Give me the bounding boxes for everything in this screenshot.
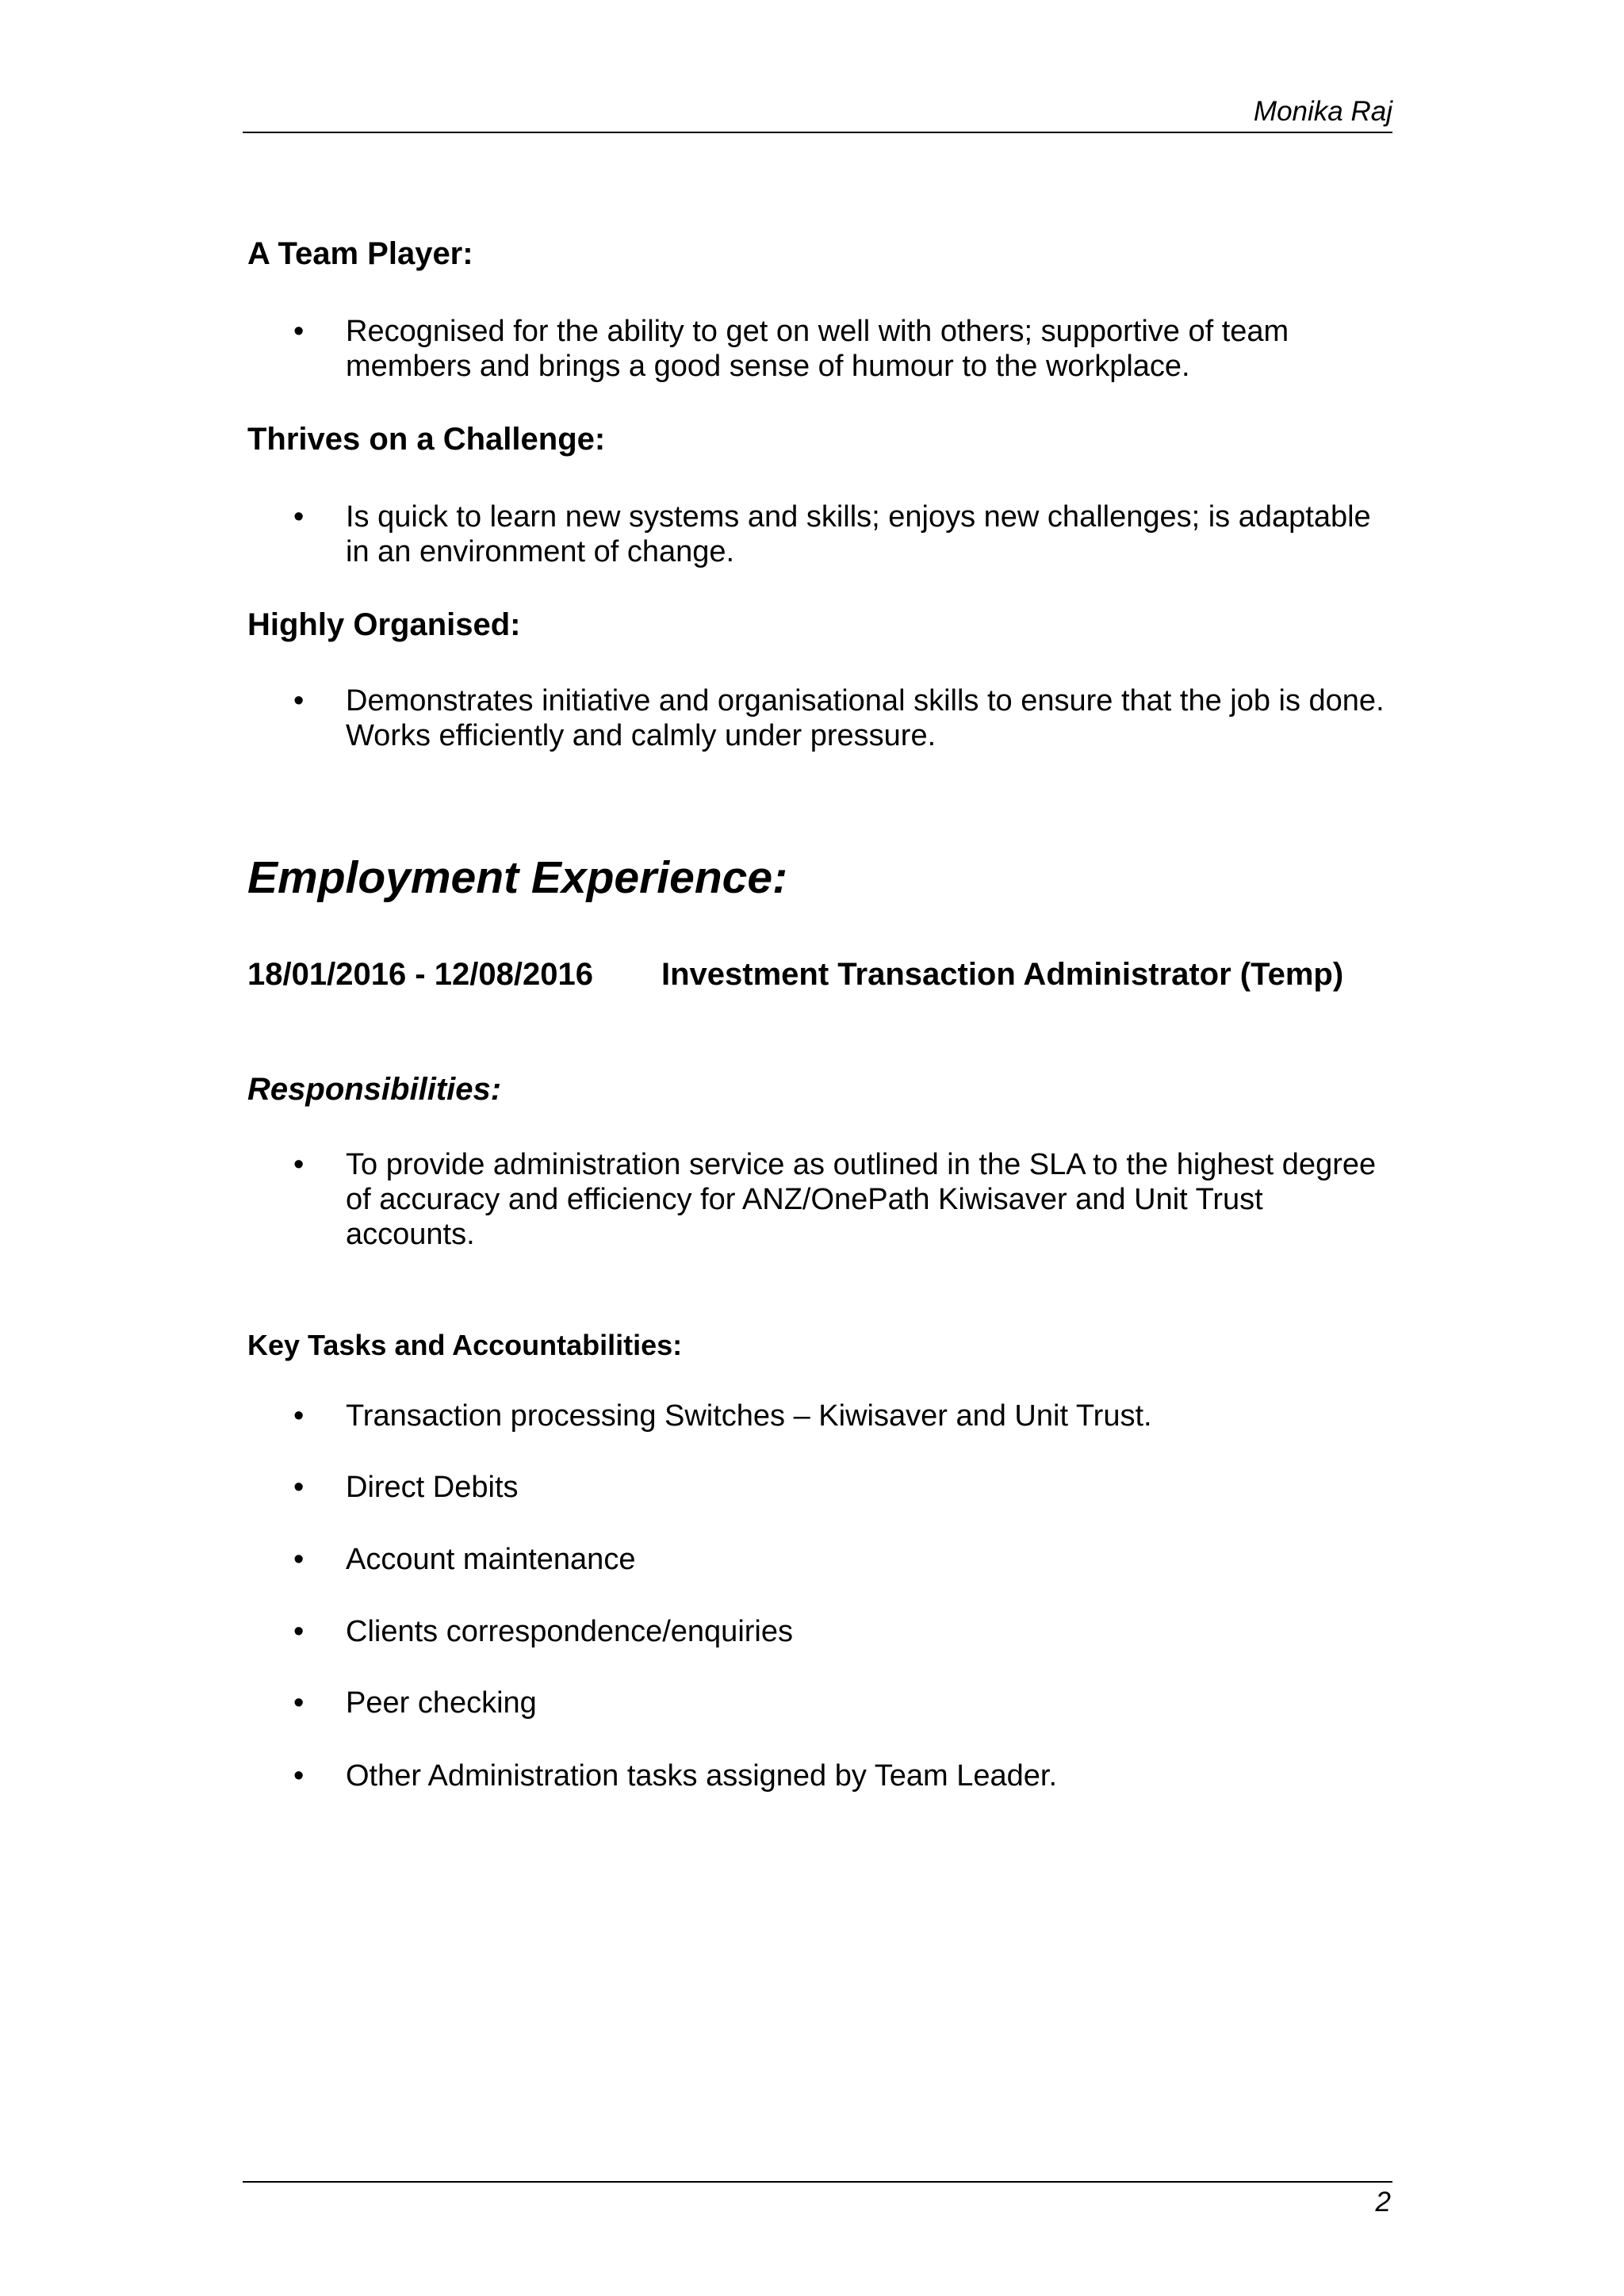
bullet-icon: • — [293, 1471, 304, 1504]
job-title: Investment Transaction Administrator (Temp) — [661, 957, 1344, 992]
text-line: members and brings a good sense of humour to the workplace. — [346, 350, 1190, 383]
text-line: accounts. — [346, 1218, 475, 1251]
text-line: Works efficiently and calmly under pressure. — [346, 719, 936, 752]
text-line: of accuracy and efficiency for ANZ/OnePath Kiwisaver and Unit Trust — [346, 1183, 1263, 1216]
bullet-icon: • — [293, 1543, 304, 1576]
list-item — [346, 1686, 1400, 1720]
heading-key-tasks: Key Tasks and Accountabilities: — [247, 1329, 683, 1361]
bullet-icon: • — [293, 684, 304, 718]
text-line: To provide administration service as outlined in the SLA to the highest degree — [346, 1148, 1377, 1181]
heading-employment-experience: Employment Experience: — [247, 852, 788, 903]
bullet-icon: • — [293, 1686, 304, 1720]
bullet-icon: • — [293, 315, 304, 348]
bullet-icon: • — [293, 1148, 304, 1181]
list-item — [346, 1399, 1400, 1433]
footer-divider — [243, 2181, 1392, 2183]
key-task-text: Direct Debits — [346, 1471, 519, 1504]
job-dates: 18/01/2016 - 12/08/2016 — [247, 957, 593, 992]
text-line: Demonstrates initiative and organisational skills to ensure that the job is done. — [346, 684, 1385, 718]
heading-thrives-on-challenge: Thrives on a Challenge: — [247, 422, 606, 457]
text-line: Is quick to learn new systems and skills; enjoys new challenges; is adaptable — [346, 500, 1371, 534]
key-task-text: Account maintenance — [346, 1543, 636, 1576]
bullet-icon: • — [293, 1399, 304, 1433]
organised-bullet-text — [346, 683, 1400, 753]
key-task-text: Transaction processing Switches – Kiwisaver and Unit Trust. — [346, 1399, 1152, 1433]
page-number: 2 — [1375, 2187, 1391, 2218]
bullet-icon: • — [293, 1759, 304, 1793]
heading-highly-organised: Highly Organised: — [247, 607, 521, 642]
list-item — [346, 1470, 1400, 1505]
header-divider — [243, 132, 1392, 133]
list-item — [346, 1614, 1400, 1649]
text-line: in an environment of change. — [346, 535, 735, 568]
key-task-text: Other Administration tasks assigned by Team Leader. — [346, 1759, 1058, 1793]
header-name: Monika Raj — [1253, 96, 1392, 127]
key-task-text: Clients correspondence/enquiries — [346, 1615, 793, 1648]
heading-responsibilities: Responsibilities: — [247, 1072, 502, 1107]
bullet-icon: • — [293, 1615, 304, 1648]
bullet-icon: • — [293, 500, 304, 534]
team-player-bullet-text — [346, 314, 1400, 384]
list-item — [346, 1542, 1400, 1577]
challenge-bullet-text — [346, 499, 1400, 569]
key-task-text: Peer checking — [346, 1686, 537, 1720]
text-line: Recognised for the ability to get on well with others; supportive of team — [346, 315, 1289, 348]
heading-team-player: A Team Player: — [247, 236, 473, 271]
responsibilities-bullet-text — [346, 1147, 1400, 1252]
list-item — [346, 1758, 1400, 1793]
